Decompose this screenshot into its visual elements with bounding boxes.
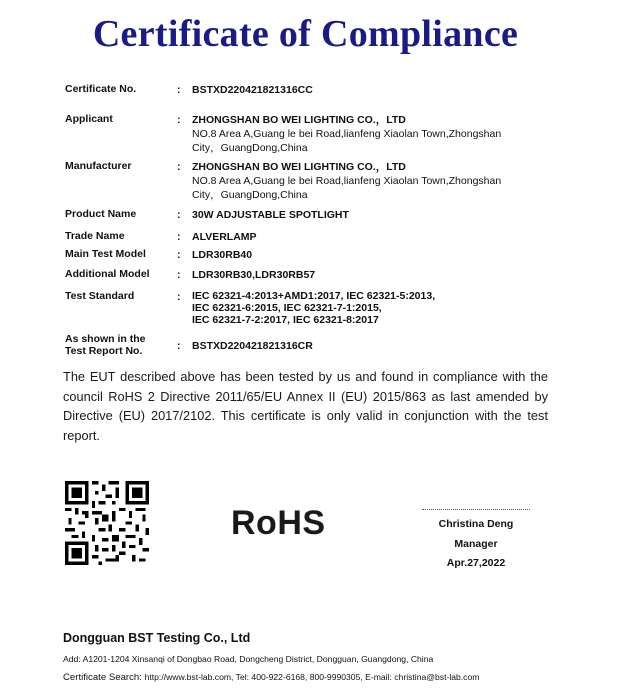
test-report-value: BSTXD220421821316CR	[192, 340, 313, 352]
manufacturer-address-2: City，GuangDong,China	[192, 189, 308, 201]
footer-search-details: http://www.bst-lab.com, Tel: 400-922-6168, 800-9990305, E-mail: christina@bst-lab.com	[144, 672, 480, 682]
applicant-address-2: City，GuangDong,China	[192, 142, 308, 154]
colon: :	[177, 161, 181, 173]
compliance-statement: The EUT described above has been tested by us and found in compliance with the council RoHS 2 Directive 2011/65/EU Annex II (EU) 2015/863 as last amended by Directive (EU) 2017/2102. This certificate is only valid in conjunction with the test report.	[63, 369, 548, 443]
signatory-title: Manager	[454, 538, 498, 550]
product-name-label: Product Name	[65, 208, 137, 220]
test-report-label: As shown in the Test Report No.	[65, 333, 146, 357]
main-test-model-value: LDR30RB40	[192, 249, 253, 261]
manufacturer-name: ZHONGSHAN BO WEI LIGHTING CO.，LTD	[192, 161, 406, 173]
applicant-value	[192, 113, 532, 155]
test-standard-line: IEC 62321-7-2:2017, IEC 62321-8:2017	[192, 314, 379, 326]
trade-name-label: Trade Name	[65, 230, 125, 242]
test-standard-value	[192, 290, 532, 326]
additional-model-value: LDR30RB30,LDR30RB57	[192, 269, 316, 281]
footer-company: Dongguan BST Testing Co., Ltd	[63, 631, 251, 645]
qr-code-icon	[65, 481, 149, 565]
product-name-value: 30W ADJUSTABLE SPOTLIGHT	[192, 209, 349, 221]
manufacturer-label: Manufacturer	[65, 160, 132, 172]
applicant-address-1: NO.8 Area A,Guang le bei Road,lianfeng Xiaolan Town,Zhongshan	[192, 128, 502, 140]
colon: :	[177, 291, 181, 303]
colon: :	[177, 340, 181, 352]
colon: :	[177, 231, 181, 243]
signatory-date: Apr.27,2022	[446, 557, 506, 569]
test-standard-label: Test Standard	[65, 290, 135, 302]
footer-address: Add: A1201-1204 Xinsanqi of Dongbao Road, Dongcheng District, Dongguan, Guangdong, China	[63, 654, 434, 664]
manufacturer-value	[192, 160, 532, 202]
applicant-label: Applicant	[65, 113, 113, 125]
colon: :	[177, 269, 181, 281]
applicant-name: ZHONGSHAN BO WEI LIGHTING CO.，LTD	[192, 114, 406, 126]
colon: :	[177, 84, 181, 96]
signatory-name: Christina Deng	[438, 518, 514, 530]
colon: :	[177, 114, 181, 126]
test-standard-line: IEC 62321-4:2013+AMD1:2017, IEC 62321-5:2013,	[192, 290, 436, 302]
colon: :	[177, 249, 181, 261]
certificate-title: Certificate of Compliance	[92, 13, 519, 55]
manufacturer-address-1: NO.8 Area A,Guang le bei Road,lianfeng Xiaolan Town,Zhongshan	[192, 175, 502, 187]
certificate-no-value: BSTXD220421821316CC	[192, 84, 313, 96]
signature-line	[422, 509, 530, 510]
test-standard-line: IEC 62321-6:2015, IEC 62321-7-1:2015,	[192, 302, 382, 314]
colon: :	[177, 209, 181, 221]
rohs-mark: RoHS	[231, 504, 326, 542]
main-test-model-label: Main Test Model	[65, 248, 146, 260]
footer-search-label: Certificate Search:	[63, 672, 145, 683]
additional-model-label: Additional Model	[65, 268, 150, 280]
certificate-no-label: Certificate No.	[65, 83, 137, 95]
trade-name-value: ALVERLAMP	[192, 231, 257, 243]
footer-search	[63, 672, 479, 683]
